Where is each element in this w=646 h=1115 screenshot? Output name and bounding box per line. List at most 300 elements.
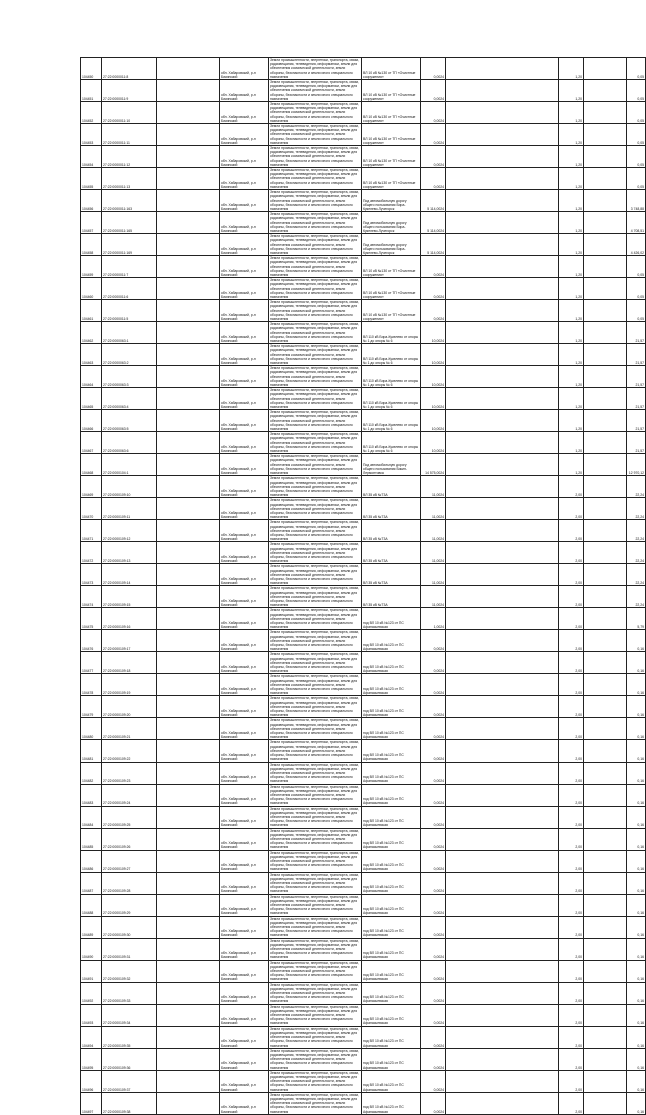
address: обл. Хабаровский, р-н Бикинский [220,190,269,212]
row-id: 104451 [81,80,102,102]
address: обл. Хабаровский, р-н Бикинский [220,1048,269,1070]
permitted-use: ВЛ 110 кВ Бира-Кукелево от опоры № 1 до опоры № 6 [362,432,421,454]
cadastral-number: 27:22:0000011:165 [102,212,157,234]
area-value: 5 114,0024 [421,234,446,256]
cadastral-number: 27:22:0000109:10 [102,476,157,498]
rate-value: 2,00 [559,828,584,850]
permitted-use: ВЛ 10 кВ №130 от ТП «Очистные сооружения» [362,278,421,300]
rate-value: 2,00 [559,476,584,498]
row-id: 104477 [81,652,102,674]
blank-cell [157,476,220,498]
rate-value: 1,20 [559,168,584,190]
blank-cell [157,102,220,124]
permitted-use: под ВЛ 10 кВ №123 от ПС Афанасьевская [362,652,421,674]
tax-value: 0,16 [627,696,646,718]
permitted-use: Под автомобильную дорогу общего пользования Бира-Кукелево-Лучегорск [362,234,421,256]
cadastral-number: 27:22:0000109:11 [102,498,157,520]
blank-cell [446,784,559,806]
blank-cell [157,828,220,850]
table-row [81,872,646,894]
tax-value: 0,05 [627,102,646,124]
row-id: 104471 [81,520,102,542]
blank-cell [446,102,559,124]
permitted-use: под ВЛ 10 кВ №123 от ПС Афанасьевская [362,938,421,960]
blank-cell [157,454,220,476]
land-category: Земли промышленности, энергетики, транспорта, связи, радиовещания, телевидения, информатики, земли для обеспечения космической деятельности, земли обороны, безопасности и земли иного специального назначения [269,1048,362,1070]
tax-value: 0,05 [627,124,646,146]
tax-value: 0,05 [627,168,646,190]
blank-cell [446,58,559,80]
rate-value: 2,00 [559,850,584,872]
table-row [81,696,646,718]
area-value: 0,0024 [421,916,446,938]
table-row [81,1048,646,1070]
tax-value: 0,16 [627,1026,646,1048]
blank-cell [584,872,627,894]
permitted-use: ВЛ 35 кВ №Т3А [362,498,421,520]
address: обл. Хабаровский, р-н Бикинский [220,652,269,674]
tax-value: 21,57 [627,344,646,366]
land-category: Земли промышленности, энергетики, транспорта, связи, радиовещания, телевидения, информатики, земли для обеспечения космической деятельности, земли обороны, безопасности и земли иного специального назначения [269,388,362,410]
address: обл. Хабаровский, р-н Бикинский [220,58,269,80]
tax-value: 0,16 [627,828,646,850]
permitted-use: ВЛ 35 кВ №Т3А [362,586,421,608]
cadastral-number: 27:22:0000109:18 [102,652,157,674]
table-row [81,740,646,762]
area-value: 0,0024 [421,982,446,1004]
permitted-use: под ВЛ 10 кВ №123 от ПС Афанасьевская [362,608,421,630]
row-id: 104473 [81,564,102,586]
rate-value: 2,00 [559,608,584,630]
blank-cell [157,124,220,146]
blank-cell [584,1048,627,1070]
address: обл. Хабаровский, р-н Бикинский [220,696,269,718]
rate-value: 1,20 [559,58,584,80]
blank-cell [446,850,559,872]
address: обл. Хабаровский, р-н Бикинский [220,982,269,1004]
area-value: 10,0024 [421,388,446,410]
address: обл. Хабаровский, р-н Бикинский [220,344,269,366]
table-row [81,586,646,608]
permitted-use: ВЛ 10 кВ №130 от ТП «Очистные сооружения» [362,102,421,124]
address: обл. Хабаровский, р-н Бикинский [220,542,269,564]
blank-cell [446,586,559,608]
address: обл. Хабаровский, р-н Бикинский [220,674,269,696]
blank-cell [584,542,627,564]
blank-cell [446,344,559,366]
row-id: 104481 [81,740,102,762]
tax-value: 0,16 [627,762,646,784]
address: обл. Хабаровский, р-н Бикинский [220,168,269,190]
cadastral-number: 27:22:0000011:169 [102,234,157,256]
permitted-use: ВЛ 110 кВ Бира-Кукелево от опоры № 1 до опоры № 6 [362,366,421,388]
area-value: 0,0024 [421,740,446,762]
rate-value: 1,20 [559,410,584,432]
blank-cell [157,542,220,564]
blank-cell [157,806,220,828]
address: обл. Хабаровский, р-н Бикинский [220,102,269,124]
tax-value: 22,24 [627,498,646,520]
tax-value: 21,57 [627,432,646,454]
blank-cell [584,740,627,762]
land-category: Земли промышленности, энергетики, транспорта, связи, радиовещания, телевидения, информатики, земли для обеспечения космической деятельности, земли обороны, безопасности и земли иного специального назначения [269,190,362,212]
blank-cell [584,894,627,916]
address: обл. Хабаровский, р-н Бикинский [220,762,269,784]
rate-value: 1,20 [559,80,584,102]
address: обл. Хабаровский, р-н Бикинский [220,718,269,740]
area-value: 0,0024 [421,300,446,322]
table-row [81,608,646,630]
row-id: 104458 [81,234,102,256]
blank-cell [446,542,559,564]
tax-value: 0,16 [627,740,646,762]
cadastral-number: 27:22:0000109:30 [102,916,157,938]
tax-value: 0,16 [627,1070,646,1092]
tax-value: 22,24 [627,564,646,586]
table-row [81,168,646,190]
blank-cell [584,234,627,256]
row-id: 104469 [81,476,102,498]
land-category: Земли промышленности, энергетики, транспорта, связи, радиовещания, телевидения, информатики, земли для обеспечения космической деятельности, земли обороны, безопасности и земли иного специального назначения [269,256,362,278]
land-category: Земли промышленности, энергетики, транспорта, связи, радиовещания, телевидения, информатики, земли для обеспечения космической деятельности, земли обороны, безопасности и земли иного специального назначения [269,916,362,938]
permitted-use: ВЛ 10 кВ №130 от ТП «Очистные сооружения» [362,146,421,168]
row-id: 104494 [81,1026,102,1048]
blank-cell [157,410,220,432]
blank-cell [584,850,627,872]
area-value: 0,0024 [421,872,446,894]
land-category: Земли промышленности, энергетики, транспорта, связи, радиовещания, телевидения, информатики, земли для обеспечения космической деятельности, земли обороны, безопасности и земли иного специального назначения [269,740,362,762]
cadastral-number: 27:22:0000063:4 [102,388,157,410]
area-value: 0,0024 [421,696,446,718]
blank-cell [584,916,627,938]
rate-value: 1,20 [559,146,584,168]
area-value: 10,0024 [421,432,446,454]
table-row [81,234,646,256]
address: обл. Хабаровский, р-н Бикинский [220,806,269,828]
table-row [81,916,646,938]
area-value: 0,0024 [421,256,446,278]
table-row [81,58,646,80]
table-row [81,124,646,146]
rate-value: 2,00 [559,652,584,674]
land-category: Земли промышленности, энергетики, транспорта, связи, радиовещания, телевидения, информатики, земли для обеспечения космической деятельности, земли обороны, безопасности и земли иного специального назначения [269,542,362,564]
blank-cell [446,322,559,344]
area-value: 0,0024 [421,1026,446,1048]
row-id: 104450 [81,58,102,80]
rate-value: 2,00 [559,762,584,784]
land-category: Земли промышленности, энергетики, транспорта, связи, радиовещания, телевидения, информатики, земли для обеспечения космической деятельности, земли обороны, безопасности и земли иного специального назначения [269,586,362,608]
address: обл. Хабаровский, р-н Бикинский [220,520,269,542]
row-id: 104460 [81,278,102,300]
land-category: Земли промышленности, энергетики, транспорта, связи, радиовещания, телевидения, информатики, земли для обеспечения космической деятельности, земли обороны, безопасности и земли иного специального назначения [269,300,362,322]
permitted-use: ВЛ 110 кВ Бира-Кукелево от опоры № 1 до опоры № 6 [362,388,421,410]
blank-cell [584,762,627,784]
cadastral-number: 27:22:0000063:5 [102,410,157,432]
area-value: 0,0024 [421,1048,446,1070]
area-value: 5 114,0024 [421,212,446,234]
blank-cell [157,1048,220,1070]
cadastral-number: 27:22:0000011:5 [102,300,157,322]
land-category: Земли промышленности, энергетики, транспорта, связи, радиовещания, телевидения, информатики, земли для обеспечения космической деятельности, земли обороны, безопасности и земли иного специального назначения [269,344,362,366]
blank-cell [157,388,220,410]
tax-value: 0,16 [627,982,646,1004]
land-category: Земли промышленности, энергетики, транспорта, связи, радиовещания, телевидения, информатики, земли для обеспечения космической деятельности, земли обороны, безопасности и земли иного специального назначения [269,102,362,124]
blank-cell [446,190,559,212]
blank-cell [446,1092,559,1114]
blank-cell [584,828,627,850]
blank-cell [157,938,220,960]
area-value: 11,0024 [421,564,446,586]
blank-cell [584,278,627,300]
blank-cell [584,586,627,608]
tax-value: 0,16 [627,1092,646,1114]
blank-cell [446,520,559,542]
blank-cell [446,740,559,762]
tax-value: 0,16 [627,806,646,828]
blank-cell [157,652,220,674]
blank-cell [446,894,559,916]
address: обл. Хабаровский, р-н Бикинский [220,894,269,916]
permitted-use: Под автомобильную дорогу общего пользования Бира-Кукелево-Лучегорск [362,212,421,234]
permitted-use: под ВЛ 10 кВ №123 от ПС Афанасьевская [362,872,421,894]
rate-value: 2,00 [559,718,584,740]
rate-value: 2,00 [559,1004,584,1026]
blank-cell [446,762,559,784]
tax-value: 0,16 [627,1048,646,1070]
rate-value: 1,20 [559,190,584,212]
permitted-use: Под автомобильную дорогу общего пользования Бира-Кукелево-Лучегорск [362,190,421,212]
address: обл. Хабаровский, р-н Бикинский [220,1070,269,1092]
area-value: 0,0024 [421,762,446,784]
table-row [81,498,646,520]
row-id: 104495 [81,1048,102,1070]
area-value: 14 575,0024 [421,454,446,476]
land-category: Земли промышленности, энергетики, транспорта, связи, радиовещания, телевидения, информатики, земли для обеспечения космической деятельности, земли обороны, безопасности и земли иного специального назначения [269,58,362,80]
blank-cell [446,1070,559,1092]
blank-cell [157,190,220,212]
land-category: Земли промышленности, энергетики, транспорта, связи, радиовещания, телевидения, информатики, земли для обеспечения космической деятельности, земли обороны, безопасности и земли иного специального назначения [269,630,362,652]
tax-value: 0,16 [627,850,646,872]
blank-cell [446,454,559,476]
area-value: 0,0024 [421,80,446,102]
table-row [81,190,646,212]
land-category: Земли промышленности, энергетики, транспорта, связи, радиовещания, телевидения, информатики, земли для обеспечения космической деятельности, земли обороны, безопасности и земли иного специального назначения [269,674,362,696]
land-category: Земли промышленности, энергетики, транспорта, связи, радиовещания, телевидения, информатики, земли для обеспечения космической деятельности, земли обороны, безопасности и земли иного специального назначения [269,652,362,674]
table-row [81,982,646,1004]
table-row [81,542,646,564]
row-id: 104485 [81,828,102,850]
permitted-use: ВЛ 35 кВ №Т3А [362,520,421,542]
address: обл. Хабаровский, р-н Бикинский [220,256,269,278]
row-id: 104455 [81,168,102,190]
cadastral-number: 27:22:0000011:6 [102,278,157,300]
blank-cell [446,608,559,630]
blank-cell [157,718,220,740]
cadastral-number: 27:22:0000109:26 [102,828,157,850]
land-category: Земли промышленности, энергетики, транспорта, связи, радиовещания, телевидения, информатики, земли для обеспечения космической деятельности, земли обороны, безопасности и земли иного специального назначения [269,1092,362,1114]
cadastral-number: 27:22:0000109:34 [102,1004,157,1026]
tax-value: 22,24 [627,476,646,498]
area-value: 0,0024 [421,652,446,674]
tax-value: 21,57 [627,410,646,432]
rate-value: 1,20 [559,432,584,454]
permitted-use: под ВЛ 10 кВ №123 от ПС Афанасьевская [362,982,421,1004]
permitted-use: под ВЛ 10 кВ №123 от ПС Афанасьевская [362,1004,421,1026]
blank-cell [446,124,559,146]
blank-cell [157,80,220,102]
table-row [81,1004,646,1026]
blank-cell [157,608,220,630]
land-category: Земли промышленности, энергетики, транспорта, связи, радиовещания, телевидения, информатики, земли для обеспечения космической деятельности, земли обороны, безопасности и земли иного специального назначения [269,454,362,476]
area-value: 0,0024 [421,828,446,850]
tax-value: 21,57 [627,388,646,410]
area-value: 11,0024 [421,476,446,498]
blank-cell [446,718,559,740]
tax-value: 0,05 [627,278,646,300]
address: обл. Хабаровский, р-н Бикинский [220,366,269,388]
land-category: Земли промышленности, энергетики, транспорта, связи, радиовещания, телевидения, информатики, земли для обеспечения космической деятельности, земли обороны, безопасности и земли иного специального назначения [269,410,362,432]
address: обл. Хабаровский, р-н Бикинский [220,872,269,894]
blank-cell [584,498,627,520]
table-row [81,388,646,410]
area-value: 5 114,0024 [421,190,446,212]
row-id: 104488 [81,894,102,916]
rate-value: 2,00 [559,498,584,520]
blank-cell [584,58,627,80]
area-value: 0,0024 [421,278,446,300]
area-value: 0,0024 [421,168,446,190]
table-row [81,630,646,652]
row-id: 104490 [81,938,102,960]
permitted-use: ВЛ 10 кВ №130 от ТП «Очистные сооружения» [362,58,421,80]
rate-value: 2,00 [559,520,584,542]
address: обл. Хабаровский, р-н Бикинский [220,586,269,608]
cadastral-number: 27:22:0000109:28 [102,872,157,894]
cadastral-number: 27:22:0000011:13 [102,168,157,190]
permitted-use: под ВЛ 10 кВ №123 от ПС Афанасьевская [362,1070,421,1092]
area-value: 0,0024 [421,102,446,124]
blank-cell [584,674,627,696]
permitted-use: ВЛ 110 кВ Бира-Кукелево от опоры № 1 до опоры № 6 [362,322,421,344]
permitted-use: под ВЛ 10 кВ №123 от ПС Афанасьевская [362,1092,421,1114]
row-id: 104463 [81,344,102,366]
cadastral-number: 27:22:0000109:13 [102,542,157,564]
tax-value: 22,24 [627,542,646,564]
cadastral-number: 27:22:0000109:27 [102,850,157,872]
cadastral-number: 27:22:0000109:19 [102,674,157,696]
address: обл. Хабаровский, р-н Бикинский [220,322,269,344]
table-row [81,212,646,234]
address: обл. Хабаровский, р-н Бикинский [220,740,269,762]
area-value: 11,0024 [421,498,446,520]
address: обл. Хабаровский, р-н Бикинский [220,938,269,960]
table-row [81,256,646,278]
permitted-use: под ВЛ 10 кВ №123 от ПС Афанасьевская [362,762,421,784]
row-id: 104452 [81,102,102,124]
blank-cell [446,278,559,300]
address: обл. Хабаровский, р-н Бикинский [220,388,269,410]
address: обл. Хабаровский, р-н Бикинский [220,564,269,586]
cadastral-number: 27:22:0000109:15 [102,586,157,608]
address: обл. Хабаровский, р-н Бикинский [220,212,269,234]
blank-cell [157,212,220,234]
blank-cell [584,454,627,476]
cadastral-number: 27:22:0000063:6 [102,432,157,454]
row-id: 104493 [81,1004,102,1026]
blank-cell [584,212,627,234]
address: обл. Хабаровский, р-н Бикинский [220,410,269,432]
address: обл. Хабаровский, р-н Бикинский [220,850,269,872]
area-value: 0,0024 [421,674,446,696]
blank-cell [584,806,627,828]
table-row [81,432,646,454]
permitted-use: под ВЛ 10 кВ №123 от ПС Афанасьевская [362,718,421,740]
blank-cell [446,806,559,828]
area-value: 0,0024 [421,1092,446,1114]
area-value: 10,0024 [421,344,446,366]
cadastral-number: 27:22:0000109:17 [102,630,157,652]
row-id: 104467 [81,432,102,454]
blank-cell [446,256,559,278]
table-row [81,1092,646,1114]
rate-value: 2,00 [559,1070,584,1092]
blank-cell [584,520,627,542]
rate-value: 2,00 [559,960,584,982]
rate-value: 2,00 [559,806,584,828]
blank-cell [584,388,627,410]
permitted-use: ВЛ 10 кВ №130 от ТП «Очистные сооружения» [362,80,421,102]
blank-cell [157,1026,220,1048]
row-id: 104474 [81,586,102,608]
address: обл. Хабаровский, р-н Бикинский [220,124,269,146]
cadastral-number: 27:22:0000109:36 [102,1048,157,1070]
blank-cell [157,630,220,652]
blank-cell [446,938,559,960]
area-value: 0,0024 [421,938,446,960]
rate-value: 2,00 [559,564,584,586]
rate-value: 2,00 [559,872,584,894]
blank-cell [446,916,559,938]
row-id: 104497 [81,1092,102,1114]
blank-cell [157,498,220,520]
cadastral-number: 27:22:0000011:10 [102,102,157,124]
blank-cell [157,58,220,80]
area-value: 0,0024 [421,894,446,916]
area-value: 1,0024 [421,608,446,630]
land-category: Земли промышленности, энергетики, транспорта, связи, радиовещания, телевидения, информатики, земли для обеспечения космической деятельности, земли обороны, безопасности и земли иного специального назначения [269,520,362,542]
cadastral-number: 27:22:0000109:32 [102,960,157,982]
tax-value: 0,16 [627,630,646,652]
area-value: 10,0024 [421,366,446,388]
blank-cell [584,1092,627,1114]
land-category: Земли промышленности, энергетики, транспорта, связи, радиовещания, телевидения, информатики, земли для обеспечения космической деятельности, земли обороны, безопасности и земли иного специального назначения [269,212,362,234]
table-row [81,652,646,674]
cadastral-number: 27:22:0000104:1 [102,454,157,476]
row-id: 104472 [81,542,102,564]
table-row [81,718,646,740]
blank-cell [446,696,559,718]
land-category: Земли промышленности, энергетики, транспорта, связи, радиовещания, телевидения, информатики, земли для обеспечения космической деятельности, земли обороны, безопасности и земли иного специального назначения [269,696,362,718]
table-row [81,454,646,476]
table-row [81,850,646,872]
blank-cell [446,1048,559,1070]
row-id: 104454 [81,146,102,168]
tax-value: 0,16 [627,718,646,740]
land-category: Земли промышленности, энергетики, транспорта, связи, радиовещания, телевидения, информатики, земли для обеспечения космической деятельности, земли обороны, безопасности и земли иного специального назначения [269,476,362,498]
blank-cell [584,982,627,1004]
address: обл. Хабаровский, р-н Бикинский [220,784,269,806]
blank-cell [584,190,627,212]
